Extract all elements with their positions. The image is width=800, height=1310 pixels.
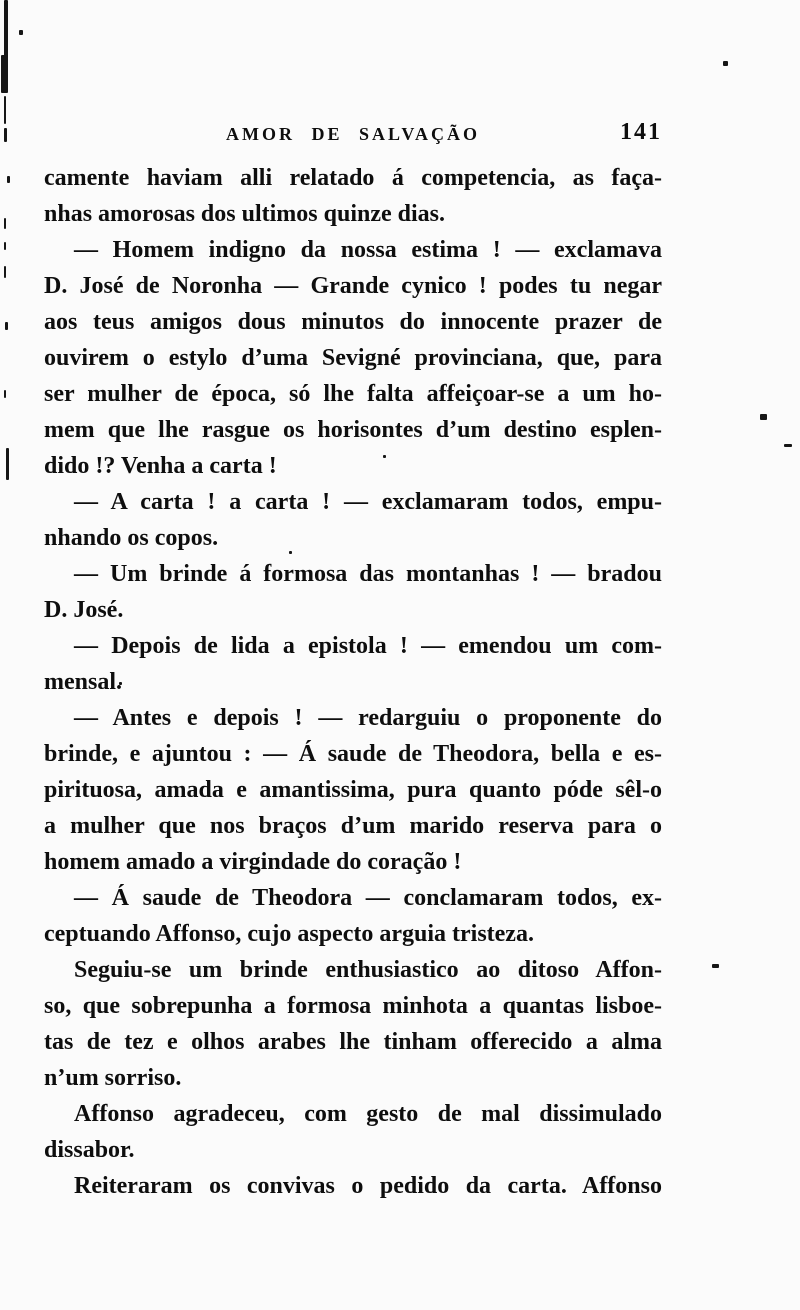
paragraph: [44, 1096, 662, 1168]
running-head: [44, 121, 662, 151]
paragraph: [44, 628, 662, 700]
paragraph: [44, 160, 662, 232]
text-line: ouvirem o estylo d’uma Sevigné provinciana, que, para: [44, 345, 662, 371]
text-line: ser mulher de época, só lhe falta affeiçoar-se a um ho-: [44, 381, 662, 407]
scan-artifact: [784, 444, 792, 447]
text-line: — Antes e depois ! — redarguiu o proponente do: [74, 705, 662, 731]
text-line: — A carta ! a carta ! — exclamaram todos, empu-: [74, 489, 662, 515]
text-line: D. José de Noronha — Grande cynico ! podes tu negar: [44, 273, 662, 299]
text-line: nhando os copos.: [44, 525, 219, 551]
text-line: aos teus amigos dous minutos do innocente prazer de: [44, 309, 662, 335]
text-line: Affonso agradeceu, com gesto de mal dissimulado: [74, 1101, 662, 1127]
text-line: nhas amorosas dos ultimos quinze dias.: [44, 201, 445, 227]
scan-artifact: [4, 218, 6, 229]
text-line: ceptuando Affonso, cujo aspecto arguia tristeza.: [44, 921, 534, 947]
text-line: n’um sorriso.: [44, 1065, 182, 1091]
scan-artifact: [723, 61, 728, 66]
page-title: AMOR DE SALVAÇÃO: [225, 124, 481, 144]
scan-artifact: [712, 964, 719, 968]
text-line: Seguiu-se um brinde enthusiastico ao ditoso Affon-: [74, 957, 662, 983]
paragraph: [44, 880, 662, 952]
text-line: dido !? Venha a carta !: [44, 453, 277, 479]
paragraph: [44, 700, 662, 880]
paragraph: [44, 484, 662, 556]
text-line: so, que sobrepunha a formosa minhota a quantas lisboe-: [44, 993, 662, 1019]
paragraph: [44, 952, 662, 1096]
scan-artifact: [19, 30, 23, 35]
text-line: homem amado a virgindade do coração !: [44, 849, 462, 875]
text-line: a mulher que nos braços d’um marido reserva para o: [44, 813, 662, 839]
page-number: 141: [620, 119, 662, 145]
scan-artifact: [4, 266, 6, 278]
text-line: Reiteraram os convivas o pedido da carta. Affonso: [74, 1173, 662, 1199]
text-line: tas de tez e olhos arabes lhe tinham offerecido a alma: [44, 1029, 662, 1055]
text-line: mensal.: [44, 669, 122, 695]
paragraph: [44, 232, 662, 484]
text-line: — Um brinde á formosa das montanhas ! — bradou: [74, 561, 662, 587]
text-line: — Á saude de Theodora — conclamaram todos, ex-: [74, 885, 662, 911]
paragraph: [44, 556, 662, 628]
text-line: — Depois de lida a epistola ! — emendou um com-: [74, 633, 662, 659]
page-body: [44, 160, 662, 1204]
scan-artifact: [5, 322, 8, 330]
scan-artifact: [1, 55, 8, 93]
text-line: mem que lhe rasgue os horisontes d’um destino esplen-: [44, 417, 662, 443]
scan-artifact: [6, 448, 9, 480]
scan-artifact: [7, 176, 10, 183]
scan-artifact: [4, 390, 6, 398]
text-line: pirituosa, amada e amantissima, pura quanto póde sêl-o: [44, 777, 662, 803]
scan-artifact: [4, 128, 7, 142]
text-line: camente haviam alli relatado á competencia, as faça-: [44, 165, 662, 191]
paragraph: [44, 1168, 662, 1204]
text-line: dissabor.: [44, 1137, 135, 1163]
scan-artifact: [760, 414, 767, 420]
text-line: — Homem indigno da nossa estima ! — exclamava: [74, 237, 662, 263]
text-line: D. José.: [44, 597, 124, 623]
scan-artifact: [4, 0, 8, 60]
scan-artifact: [4, 96, 6, 124]
text-line: brinde, e ajuntou : — Á saude de Theodora, bella e es-: [44, 741, 662, 767]
scan-artifact: [4, 242, 6, 250]
